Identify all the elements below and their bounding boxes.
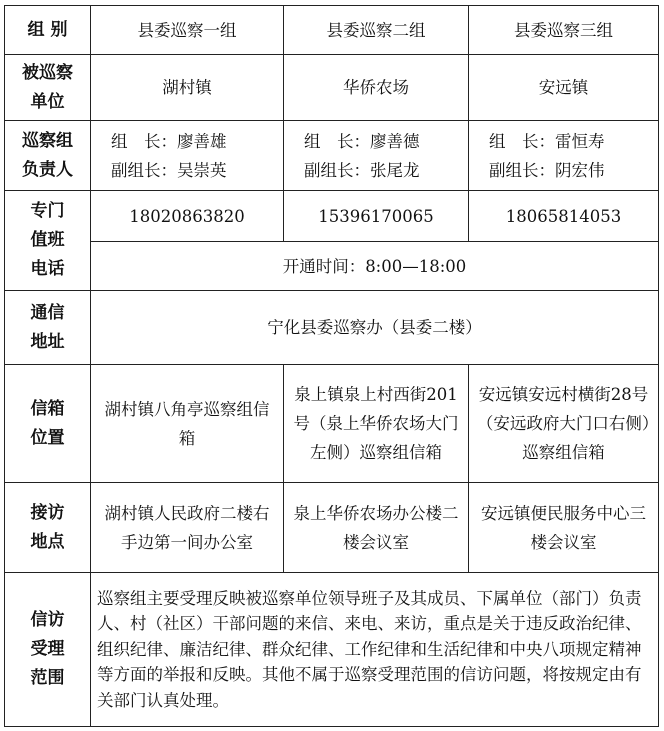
phone-3: 18065814053 <box>469 191 659 242</box>
mailing-address: 宁化县委巡察办（县委二楼） <box>91 291 659 365</box>
deputy-3: 副组长：阴宏伟 <box>489 160 605 180</box>
group-3-name: 县委巡察三组 <box>469 6 659 55</box>
label-phone: 专门 值班 电话 <box>5 191 91 291</box>
leaders-group-1 <box>91 121 284 191</box>
leader-1: 组 长：廖善雄 <box>111 131 227 151</box>
row-scope <box>5 573 659 727</box>
row-address <box>5 291 659 365</box>
mailbox-2: 泉上镇泉上村西街201号（泉上华侨农场大门左侧）巡察组信箱 <box>284 365 469 483</box>
label-unit: 被巡察 单位 <box>5 55 91 121</box>
group-2-name: 县委巡察二组 <box>284 6 469 55</box>
deputy-2: 副组长：张尾龙 <box>304 160 420 180</box>
reception-3: 安远镇便民服务中心三楼会议室 <box>469 483 659 573</box>
mailbox-1: 湖村镇八角亭巡察组信箱 <box>91 365 284 483</box>
group-1-name: 县委巡察一组 <box>91 6 284 55</box>
inspection-info-table <box>4 5 659 727</box>
unit-1: 湖村镇 <box>91 55 284 121</box>
deputy-1: 副组长：吴崇英 <box>111 160 227 180</box>
row-hours <box>5 242 659 291</box>
row-units <box>5 55 659 121</box>
mailbox-3: 安远镇安远村横街28号（安远政府大门口右侧）巡察组信箱 <box>469 365 659 483</box>
label-scope: 信访 受理 范围 <box>5 573 91 727</box>
reception-1: 湖村镇人民政府二楼右手边第一间办公室 <box>91 483 284 573</box>
row-leaders <box>5 121 659 191</box>
scope-text: 巡察组主要受理反映被巡察单位领导班子及其成员、下属单位（部门）负责人、村（社区）干部问题的来信、来电、来访，重点是关于违反政治纪律、组织纪律、廉洁纪律、群众纪律、工作纪律和生活纪律和中央八项规定精神等方面的举报和反映。其他不属于巡察受理范围的信访问题，将按规定由有关部门认真处理。 <box>91 573 659 727</box>
row-reception <box>5 483 659 573</box>
unit-3: 安远镇 <box>469 55 659 121</box>
leaders-group-3 <box>469 121 659 191</box>
phone-2: 15396170065 <box>284 191 469 242</box>
row-groups <box>5 6 659 55</box>
label-group: 组 别 <box>5 6 91 55</box>
phone-1: 18020863820 <box>91 191 284 242</box>
row-mailbox <box>5 365 659 483</box>
label-address: 通信 地址 <box>5 291 91 365</box>
leader-3: 组 长：雷恒寿 <box>489 131 605 151</box>
label-mailbox: 信箱 位置 <box>5 365 91 483</box>
label-reception: 接访 地点 <box>5 483 91 573</box>
label-leaders: 巡察组 负责人 <box>5 121 91 191</box>
leaders-group-2 <box>284 121 469 191</box>
phone-hours: 开通时间：8:00—18:00 <box>91 242 659 291</box>
unit-2: 华侨农场 <box>284 55 469 121</box>
leader-2: 组 长：廖善德 <box>304 131 420 151</box>
row-phones <box>5 191 659 242</box>
reception-2: 泉上华侨农场办公楼二楼会议室 <box>284 483 469 573</box>
